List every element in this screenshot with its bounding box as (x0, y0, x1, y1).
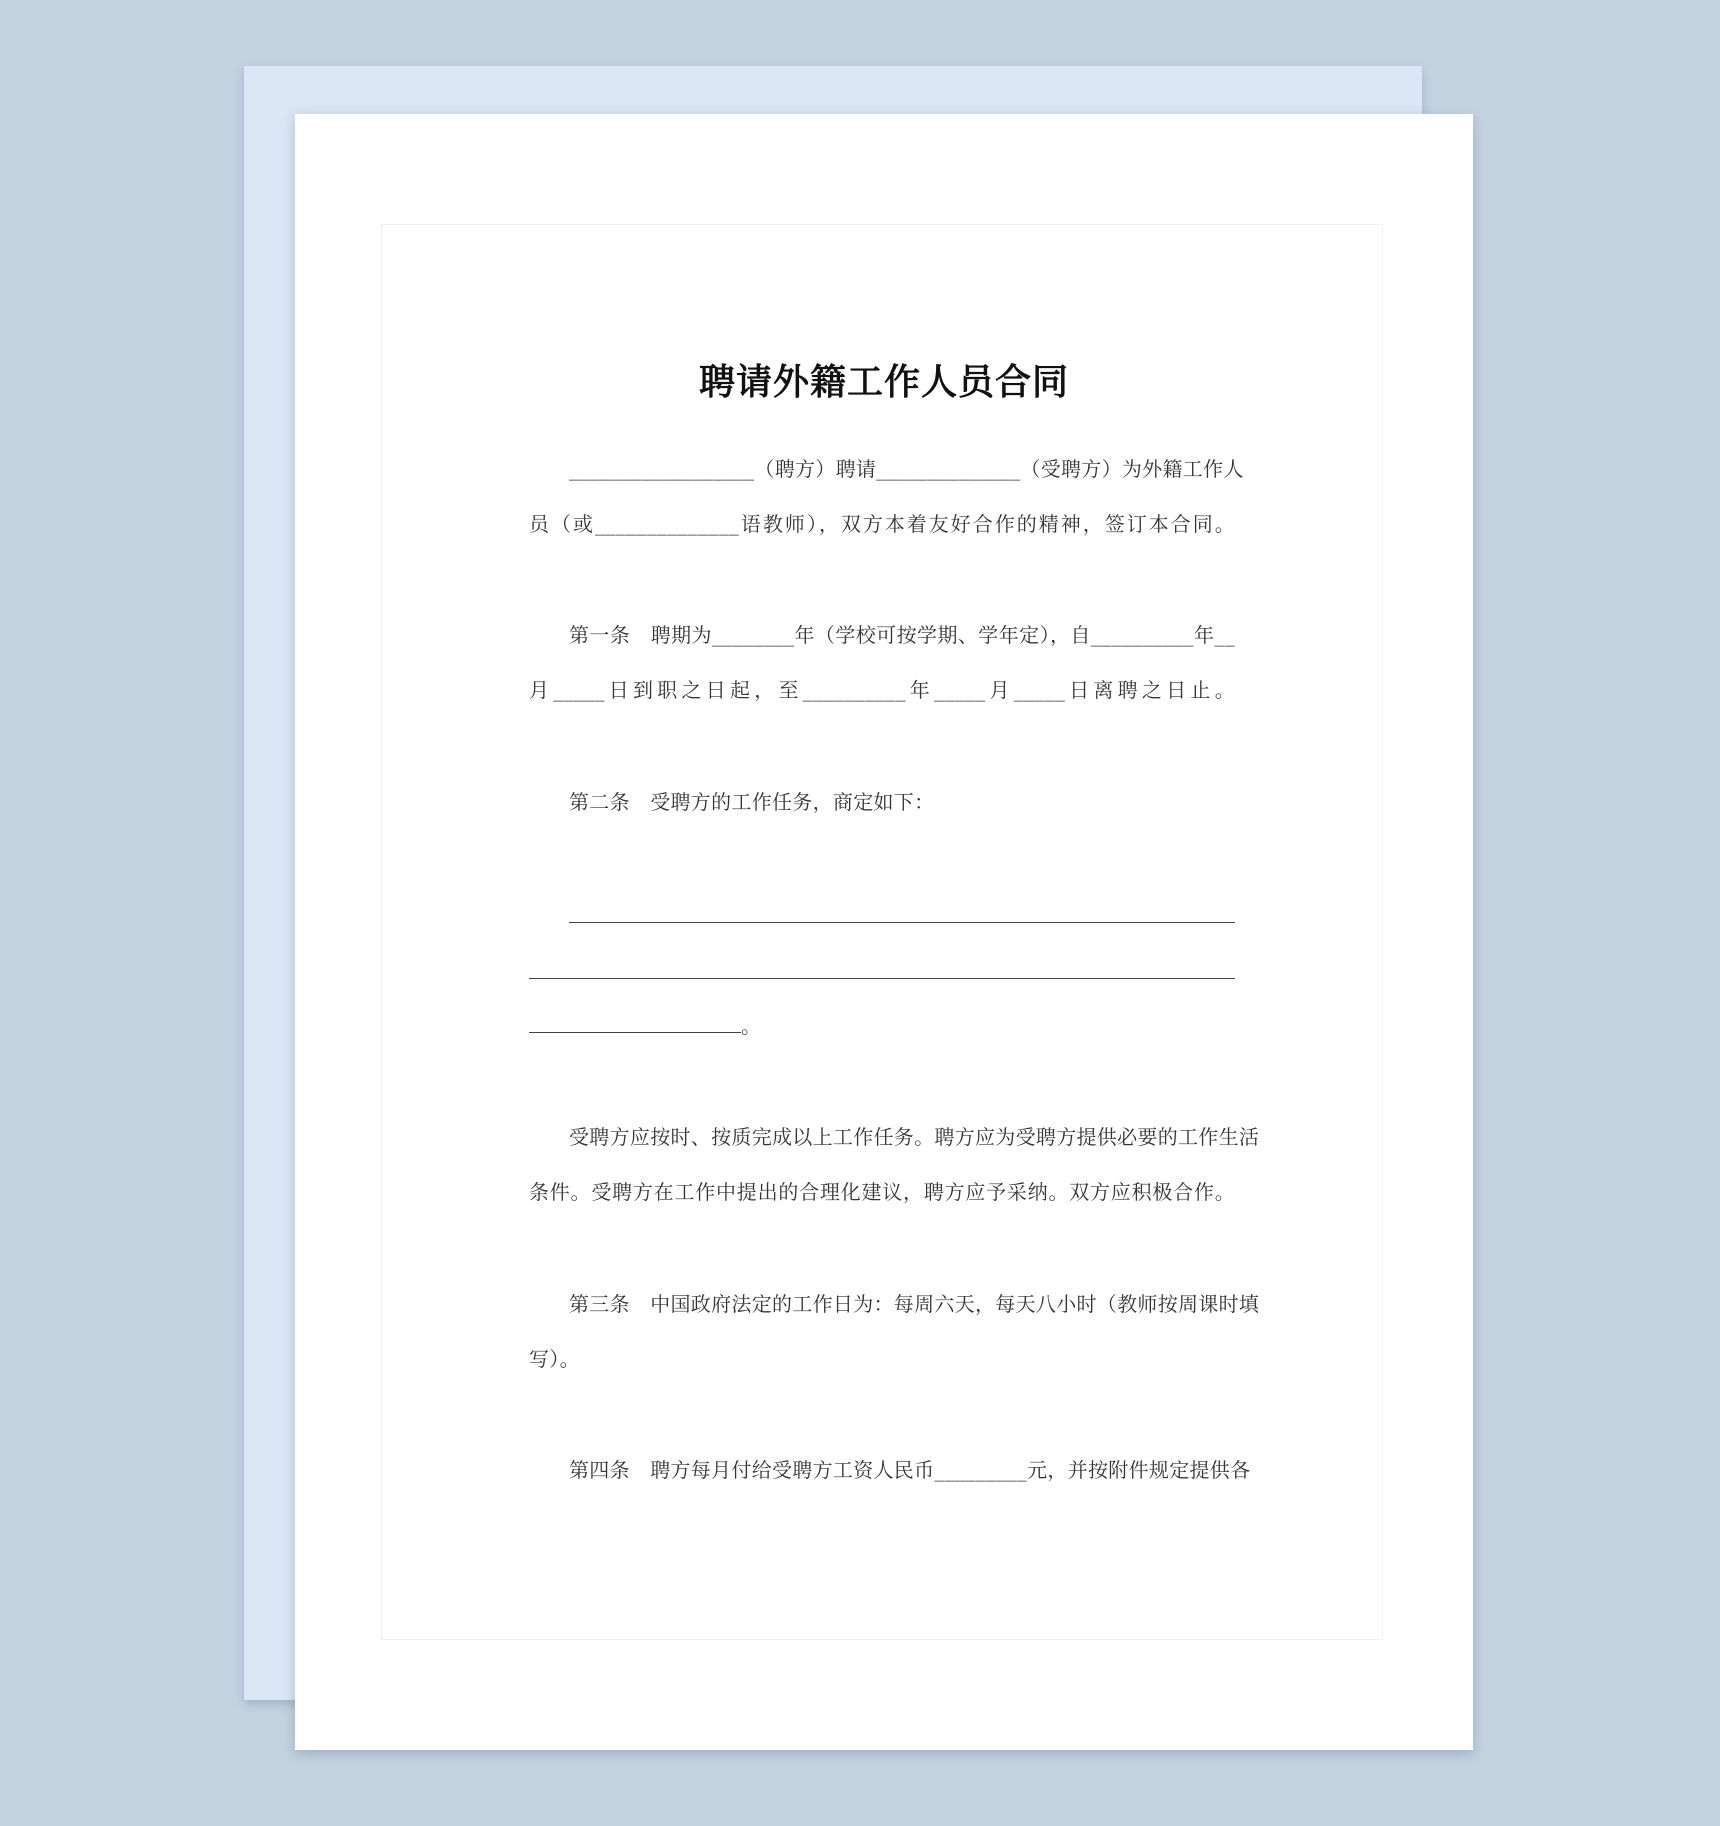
paragraph-line: 条件。受聘方在工作中提出的合理化建议，聘方应予采纳。双方应积极合作。 (529, 1180, 1235, 1204)
article-1-line: 月_____日到职之日起，至__________年_____月_____日离聘之日止。 (529, 678, 1235, 702)
blank-fill-line (569, 922, 1235, 923)
article-4-line: 第四条 聘方每月付给受聘方工资人民币_________元，并按附件规定提供各 (569, 1458, 1251, 1482)
document-page (295, 114, 1473, 1750)
article-3-line: 第三条 中国政府法定的工作日为：每周六天，每天八小时（教师按周课时填 (569, 1292, 1260, 1316)
paragraph-line: __________________（聘方）聘请______________（受聘方）为外籍工作人 (569, 457, 1244, 481)
paragraph-line: 受聘方应按时、按质完成以上工作任务。聘方应为受聘方提供必要的工作生活 (569, 1125, 1260, 1149)
page-margin-guide (381, 224, 1383, 1640)
blank-fill-period: 。 (741, 1014, 762, 1038)
document-title: 聘请外籍工作人员合同 (698, 362, 1069, 403)
blank-fill-line (529, 978, 1235, 979)
paragraph-line: 员（或______________语教师），双方本着友好合作的精神，签订本合同。 (529, 512, 1235, 536)
blank-fill-line (529, 1032, 741, 1033)
article-2-heading: 第二条 受聘方的工作任务，商定如下： (569, 790, 935, 814)
article-1-line: 第一条 聘期为________年（学校可按学期、学年定），自__________年__ (569, 623, 1235, 647)
article-3-line: 写）。 (529, 1347, 580, 1371)
